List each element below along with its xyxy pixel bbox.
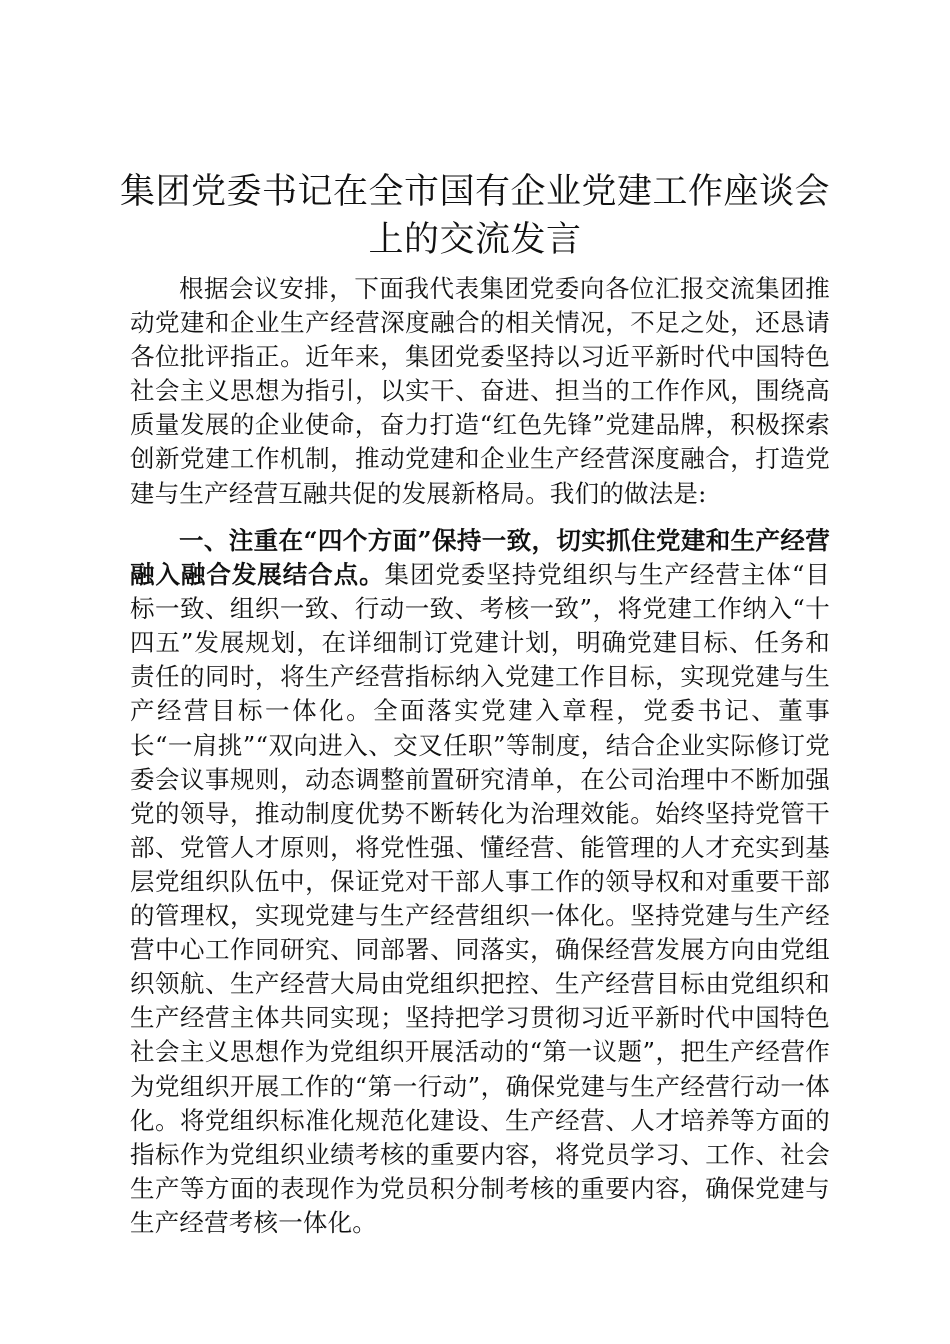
title-line-2: 上的交流发言 [368,220,582,260]
title-line-1: 集团党委书记在全市国有企业党建工作座谈会 [120,172,831,212]
section-one-paragraph [130,524,830,1240]
section-one-heading: 一、注重在“四个方面”保持一致，切实抓住党建和生产经营融入融合发展结合点。 [130,526,830,590]
section-one-body: 集团党委坚持党组织与生产经营主体“目标一致、组织一致、行动一致、考核一致”，将党建工作纳入“十四五”发展规划，在详细制订党建计划，明确党建目标、任务和责任的同时，将生产经营指标纳入党建工作目标，实现党建与生产经营目标一体化。全面落实党建入章程，党委书记、董事长“一肩挑”“双向进入、交叉任职”等制度，结合企业实际修订党委会议事规则，动态调整前置研究清单，在公司治理中不断加强党的领导，推动制度优势不断转化为治理效能。始终坚持党管干部、党管人才原则，将党性强、懂经营、能管理的人才充实到基层党组织队伍中，保证党对干部人事工作的领导权和对重要干部的管理权，实现党建与生产经营组织一体化。坚持党建与生产经营中心工作同研究、同部署、同落实，确保经营发展方向由党组织领航、生产经营大局由党组织把控、生产经营目标由党组织和生产经营主体共同实现；坚持把学习贯彻习近平新时代中国特色社会主义思想作为党组织开展活动的“第一议题”，把生产经营作为党组织开展工作的“第一行动”，确保党建与生产经营行动一体化。将党组织标准化规范化建设、生产经营、人才培养等方面的指标作为党组织业绩考核的重要内容，将党员学习、工作、社会生产等方面的表现作为党员积分制考核的重要内容，确保党建与生产经营考核一体化。 [130,560,830,1237]
intro-paragraph: 根据会议安排，下面我代表集团党委向各位汇报交流集团推动党建和企业生产经营深度融合的相关情况，不足之处，还恳请各位批评指正。近年来，集团党委坚持以习近平新时代中国特色社会主义思想为指引，以实干、奋进、担当的工作作风，围绕高质量发展的企业使命，奋力打造“红色先锋”党建品牌，积极探索创新党建工作机制，推动党建和企业生产经营深度融合，打造党建与生产经营互融共促的发展新格局。我们的做法是: [130,274,830,508]
document-title [120,168,830,264]
